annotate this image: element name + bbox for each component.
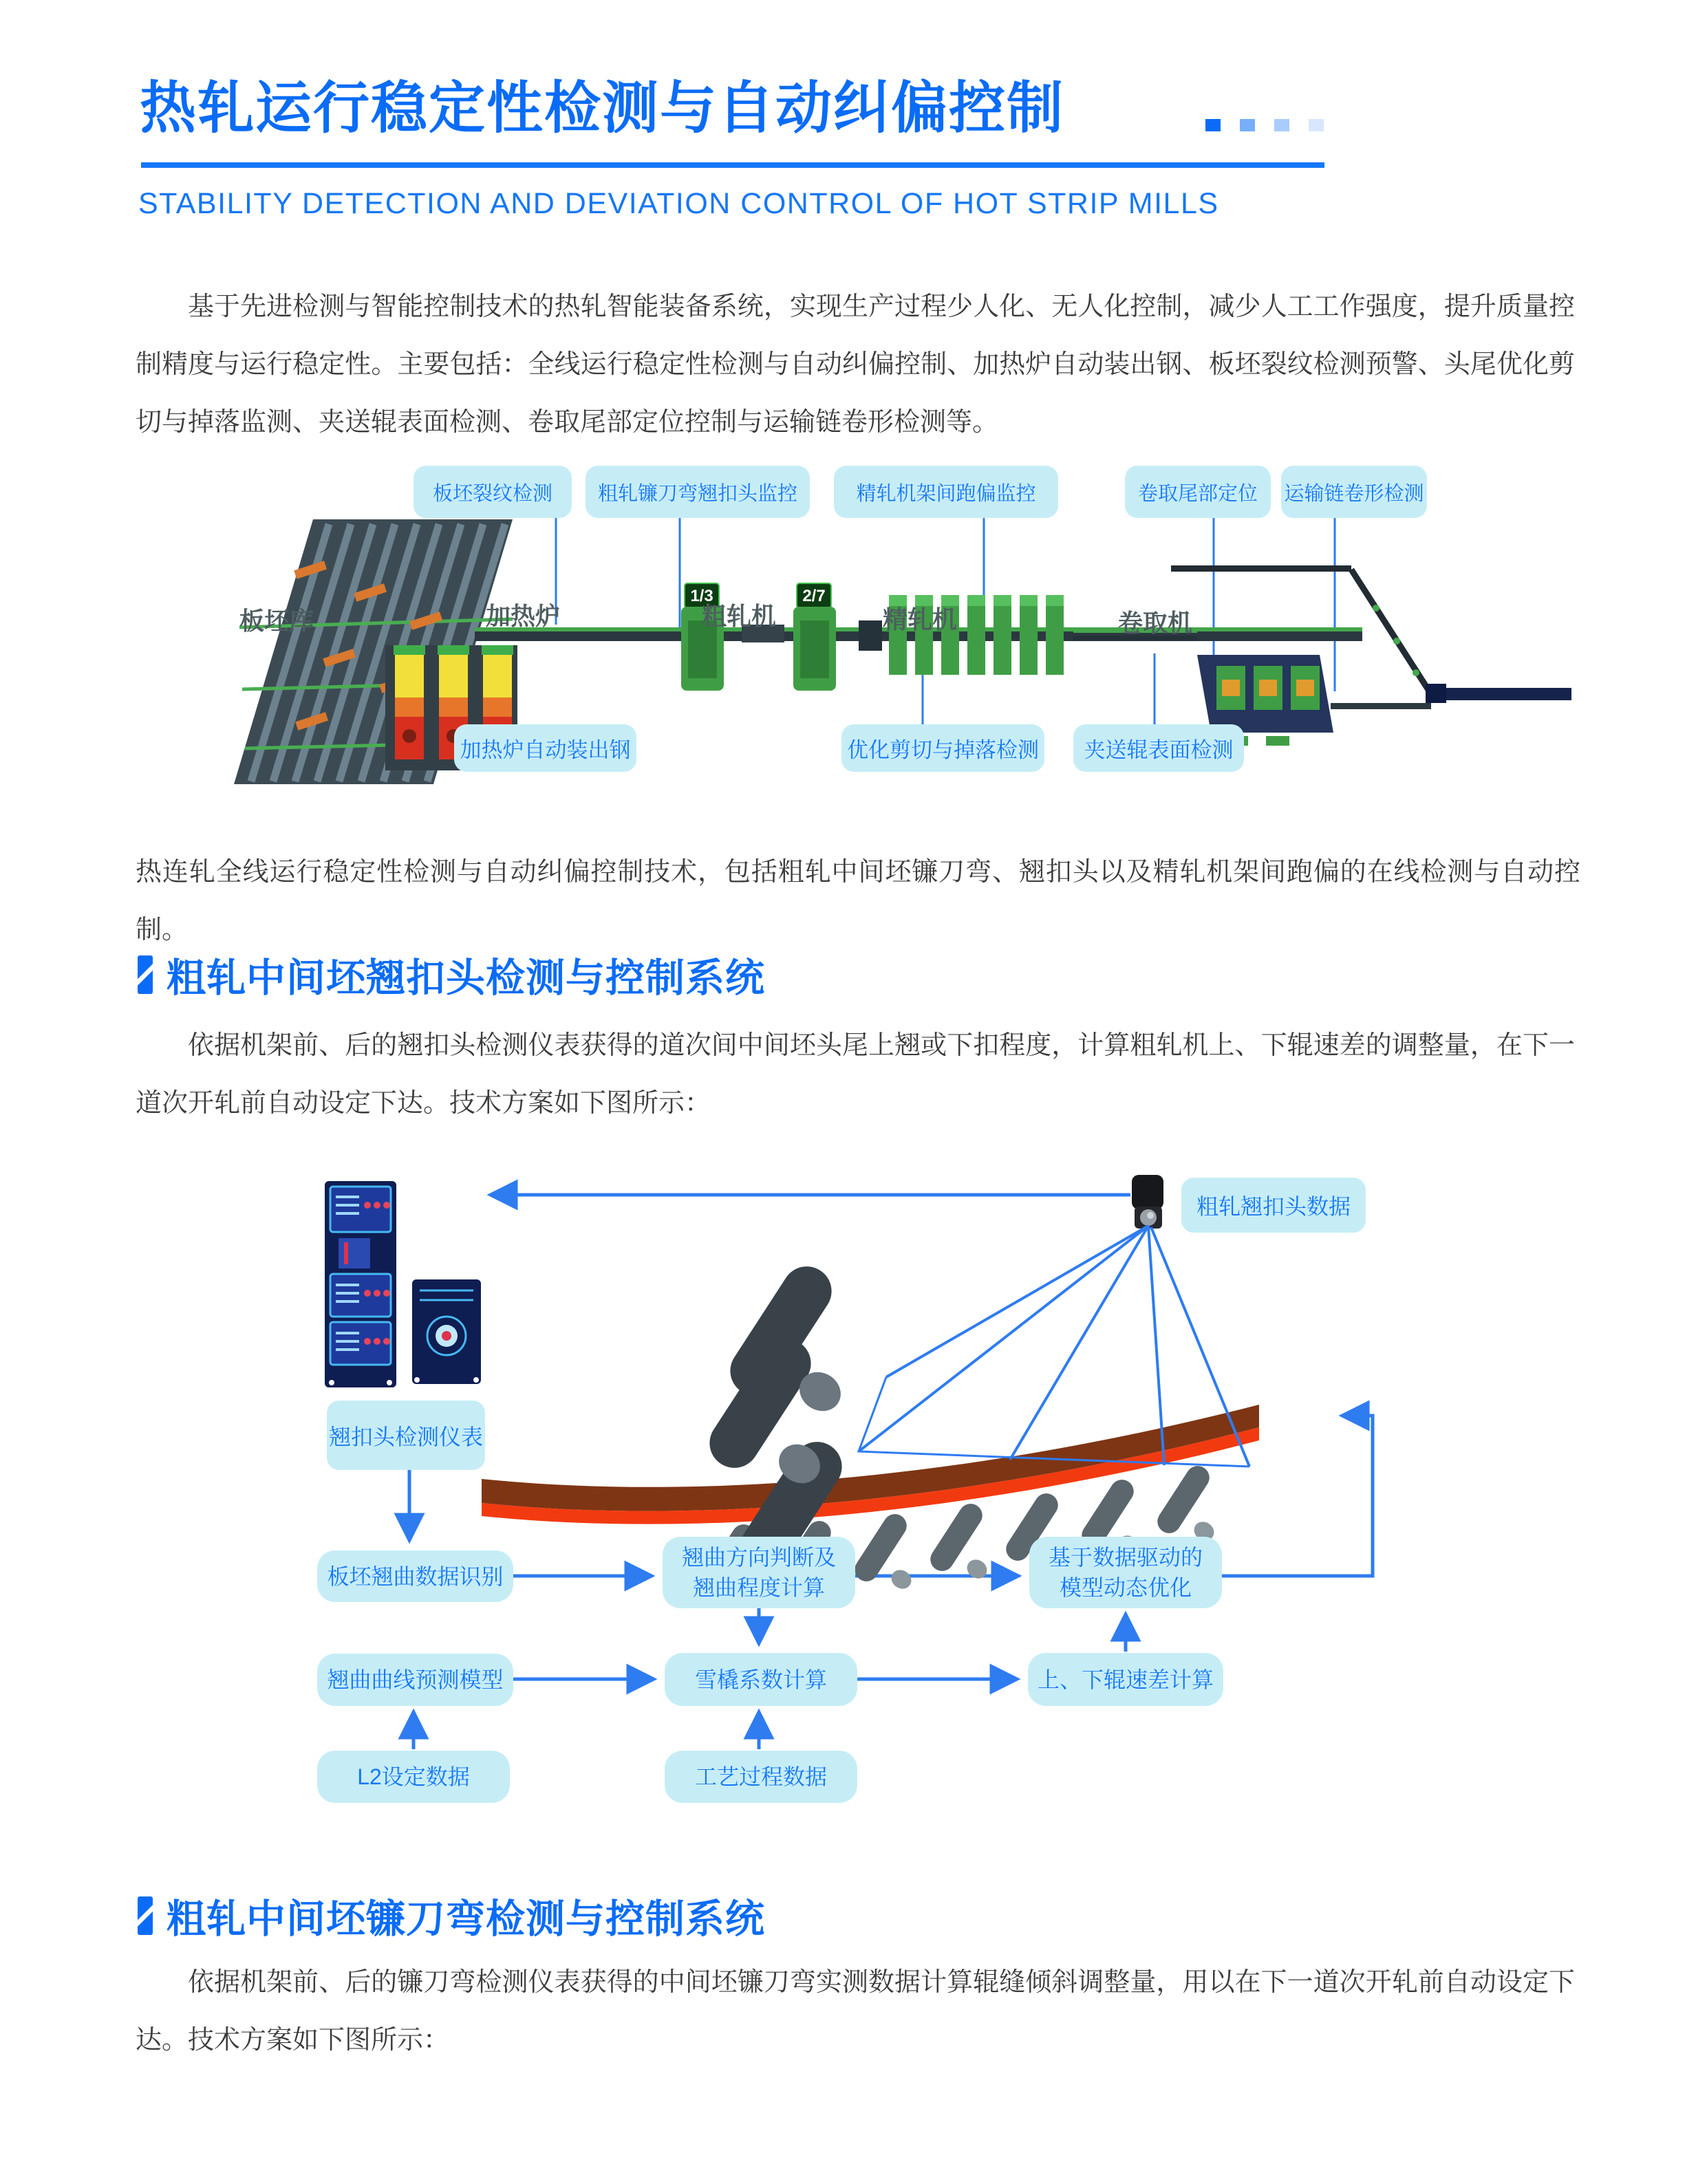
flow-warp-judgement: 翘曲方向判断及 翘曲程度计算 [663, 1537, 855, 1608]
deco-square [1240, 119, 1255, 131]
flow-sled-coefficient: 雪橇系数计算 [665, 1653, 857, 1706]
camera-data-label: 粗轧翘扣头数据 [1181, 1178, 1366, 1233]
callout-coil-tail-positioning: 卷取尾部定位 [1125, 466, 1271, 518]
heading-marker [138, 955, 153, 994]
callout-furnace-auto-charge: 加热炉自动装出钢 [454, 724, 636, 772]
flow-roll-speed-difference: 上、下辊速差计算 [1028, 1653, 1223, 1706]
callout-shear-drop-detection: 优化剪切与掉落检测 [841, 724, 1044, 772]
callout-pinch-roll-surface: 夹送辊表面检测 [1073, 724, 1244, 772]
instrument-label: 翘扣头检测仪表 [327, 1401, 485, 1470]
callout-finish-deviation-monitor: 精轧机架间跑偏监控 [834, 466, 1058, 518]
stand-sign: 1/3 [690, 587, 713, 605]
callout-slab-crack-detection: 板坯裂纹检测 [414, 466, 572, 518]
section1-body: 依据机架前、后的翘扣头检测仪表获得的道次间中间坯头尾上翘或下扣程度，计算粗轧机上、下辊速差的调整量，在下一道次开轧前自动设定下达。技术方案如下图所示： [136, 1031, 1575, 1118]
section2-heading: 粗轧中间坯镰刀弯检测与控制系统 [138, 1888, 765, 1944]
deco-square [1205, 119, 1221, 131]
flow-model-optimization: 基于数据驱动的 模型动态优化 [1029, 1537, 1222, 1608]
section2-body: 依据机架前、后的镰刀弯检测仪表获得的中间坯镰刀弯实测数据计算辊缝倾斜调整量，用以在下一道次开轧前自动设定下达。技术方案如下图所示： [136, 1968, 1575, 2055]
label-furnace: 加热炉 [486, 602, 561, 630]
section1-heading: 粗轧中间坯翘扣头检测与控制系统 [138, 947, 765, 1003]
flow-warp-curve-model: 翘曲曲线预测模型 [317, 1654, 513, 1706]
warp-detection-scheme-illustration [0, 1156, 1707, 1830]
label-rough-mill: 粗轧机 [702, 602, 777, 630]
deco-square [1309, 119, 1324, 131]
deco-squares [1205, 119, 1343, 133]
title-underline [141, 162, 1324, 168]
server-rack-illustration [325, 1181, 481, 1387]
english-subtitle: STABILITY DETECTION AND DEVIATION CONTROL OF HOT STRIP MILLS [138, 187, 1219, 220]
flow-l2-setting-data: L2设定数据 [317, 1751, 510, 1803]
scheme-arrows [409, 1195, 1373, 1749]
intro-paragraph: 基于先进检测与智能控制技术的热轧智能装备系统，实现生产过程少人化、无人化控制，减少人工工作强度，提升质量控制精度与运行稳定性。主要包括：全线运行稳定性检测与自动纠偏控制、加热炉自动装出钢、板坯裂纹检测预警、头尾优化剪切与掉落监测、夹送辊表面检测、卷取尾部定位控制与运输链卷形检测等。 [136, 292, 1575, 437]
label-finish-mill: 精轧机 [883, 605, 958, 634]
label-coiler: 卷取机 [1118, 609, 1193, 637]
summary-paragraph: 热连轧全线运行稳定性检测与自动纠偏控制技术，包括粗轧中间坯镰刀弯、翘扣头以及精轧机架间跑偏的在线检测与自动控制。 [136, 858, 1580, 944]
label-slab-yard: 板坯库 [239, 607, 314, 635]
callout-chain-coil-shape: 运输链卷形检测 [1281, 466, 1427, 518]
camera-illustration [1132, 1175, 1163, 1229]
flow-process-data: 工艺过程数据 [665, 1751, 857, 1803]
deco-square [1274, 119, 1289, 131]
page-title: 热轧运行稳定性检测与自动纠偏控制 [140, 77, 1065, 140]
flow-slab-warp-recognition: 板坯翘曲数据识别 [317, 1550, 513, 1602]
callout-rough-bend-warp-monitor: 粗轧镰刀弯翘扣头监控 [586, 466, 810, 518]
heading-marker [138, 1896, 153, 1935]
stand-sign: 2/7 [802, 587, 826, 605]
